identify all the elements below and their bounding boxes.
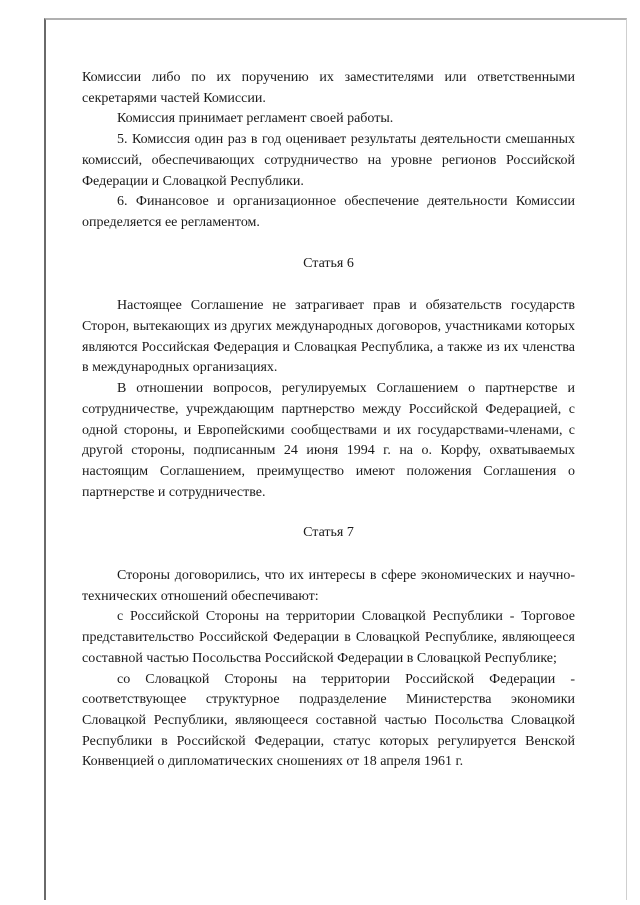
article-7-heading: Статья 7 <box>303 525 354 541</box>
paragraph-article-7-intro: Стороны договорились, что их интересы в сфере экономических и научно-технических отношений обеспечивают: <box>82 568 575 604</box>
paragraph-item-6: 6. Финансовое и организационное обеспечение деятельности Комиссии определяется ее регламентом. <box>82 194 575 230</box>
paragraph-slovak-side: со Словацкой Стороны на территории Российской Федерации - соответствующее структурное подразделение Министерства экономики Словацкой Республики, являющееся составной частью Посольства Словацкой Республики в Российской Федерации, статус которых регулируется Венской Конвенцией о дипломатических сношениях от 18 апреля 1961 г. <box>82 671 575 770</box>
document-body <box>82 68 575 773</box>
paragraph-article-6-second: В отношении вопросов, регулируемых Соглашением о партнерстве и сотрудничестве, учреждающим партнерство между Российской Федерацией, с одной стороны, и Европейскими сообществами и их государствами-членами, с другой стороны, подписанным 24 июня 1994 г. на о. Корфу, охватываемых настоящим Соглашением, преимущество имеют положения Соглашения о партнерстве и сотрудничестве. <box>82 381 575 500</box>
paragraph-article-6-first: Настоящее Соглашение не затрагивает прав и обязательств государств Сторон, вытекающих из других международных договоров, участниками которых являются Российская Федерация и Словацкая Республика, а также из их членства в международных организациях. <box>82 298 575 376</box>
paragraph-commission-delegation: Комиссии либо по их поручению их заместителями или ответственными секретарями частей Комиссии. <box>82 70 575 106</box>
paragraph-rules-of-procedure: Комиссия принимает регламент своей работы. <box>117 111 394 127</box>
paragraph-russian-side: с Российской Стороны на территории Словацкой Республики - Торговое представительство Российской Федерации в Словацкой Республике, являющееся составной частью Посольства Российской Федерации в Словацкой Республике; <box>82 609 575 666</box>
paragraph-item-5: 5. Комиссия один раз в год оценивает результаты деятельности смешанных комиссий, обеспечивающих сотрудничество на уровне регионов Российской Федерации и Словацкой Республики. <box>82 132 575 189</box>
article-6-heading: Статья 6 <box>303 255 354 271</box>
